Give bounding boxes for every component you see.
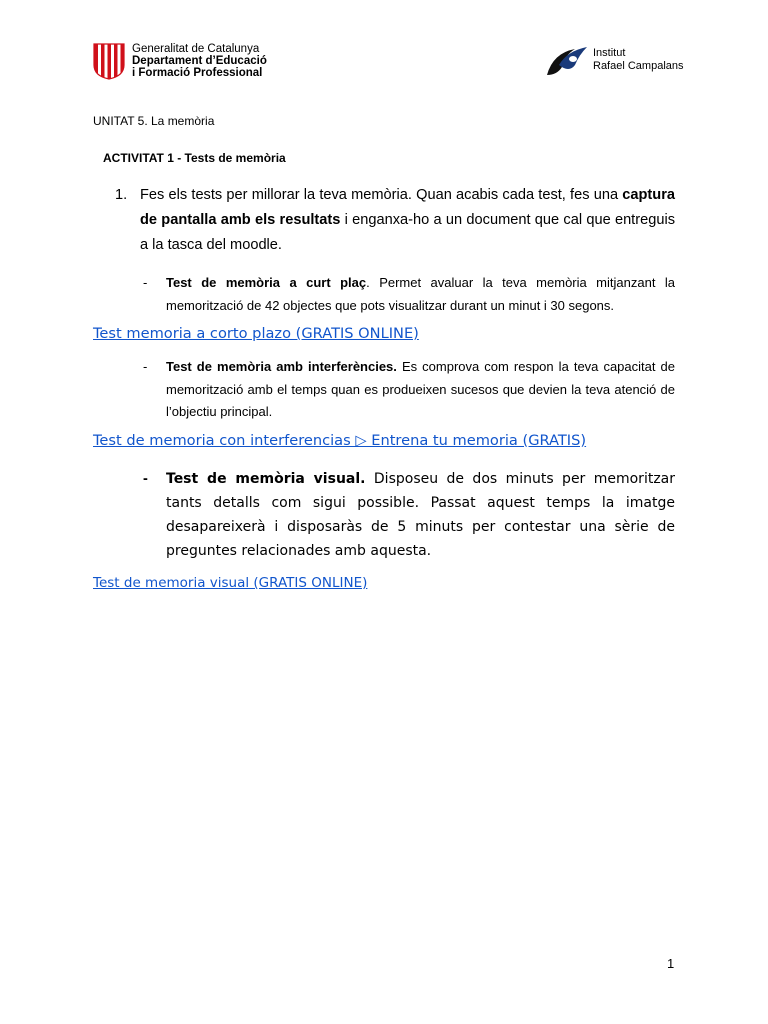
test-description: Test de memòria visual. Disposeu de dos minuts per memoritzar tants detalls com sigui possible. Passat aquest temps la imatge desapareixerà i disposaràs de 5 minuts per contestar una sèrie de preguntes relacionades amb aquesta.	[166, 471, 676, 559]
link-interference-test[interactable]: Test de memoria con interferencias ▷ Entrena tu memoria (GRATIS)	[93, 432, 587, 449]
bullet-dash: -	[143, 359, 148, 374]
institut-logo	[545, 43, 690, 79]
generalitat-name: Generalitat de Catalunya	[132, 43, 260, 55]
instruction-bold: captura de pantalla amb els resultats	[140, 187, 675, 228]
bullet-dash: -	[143, 471, 148, 487]
department-name-line1: Departament d’Educació	[132, 55, 267, 67]
test-name: Test de memòria visual.	[166, 471, 366, 487]
institut-label: Institut	[593, 47, 626, 59]
list-number: 1.	[115, 187, 128, 203]
department-name-line2: i Formació Professional	[132, 67, 263, 79]
test-item-interference	[93, 356, 675, 424]
unit-title: UNITAT 5. La memòria	[93, 114, 215, 128]
generalitat-emblem-icon	[93, 43, 125, 80]
page-header	[0, 0, 768, 100]
instruction-text: Fes els tests per millorar la teva memòria. Quan acabis cada test, fes una captura de pantalla amb els resultats i enganxa-ho a un document que cal que entreguis a la tasca del moodle.	[140, 187, 675, 253]
test-item-visual	[93, 467, 675, 563]
institut-name: Rafael Campalans	[593, 60, 684, 72]
link-visual-test[interactable]: Test de memoria visual (GRATIS ONLINE)	[93, 575, 368, 591]
page-number: 1	[667, 956, 675, 971]
generalitat-logo	[93, 43, 293, 83]
test-description: Test de memòria amb interferències. Es comprova com respon la teva capacitat de memorització amb el temps quan es produeixen sucesos que devien la teva atenció de l’objectiu principal.	[166, 359, 675, 419]
test-name: Test de memòria amb interferències.	[166, 359, 397, 374]
activity-title: ACTIVITAT 1 - Tests de memòria	[103, 151, 286, 165]
bullet-dash: -	[143, 275, 148, 290]
institut-logo-icon	[545, 45, 589, 77]
test-item-short-term	[93, 272, 675, 317]
test-description: Test de memòria a curt plaç. Permet avaluar la teva memòria mitjanzant la memorització de 42 objectes que pots visualitzar durant un minut i 30 segons.	[166, 275, 675, 313]
test-name: Test de memòria a curt plaç	[166, 275, 367, 290]
instruction-item	[93, 183, 675, 258]
link-short-term-test[interactable]: Test memoria a corto plazo (GRATIS ONLINE)	[93, 325, 419, 342]
